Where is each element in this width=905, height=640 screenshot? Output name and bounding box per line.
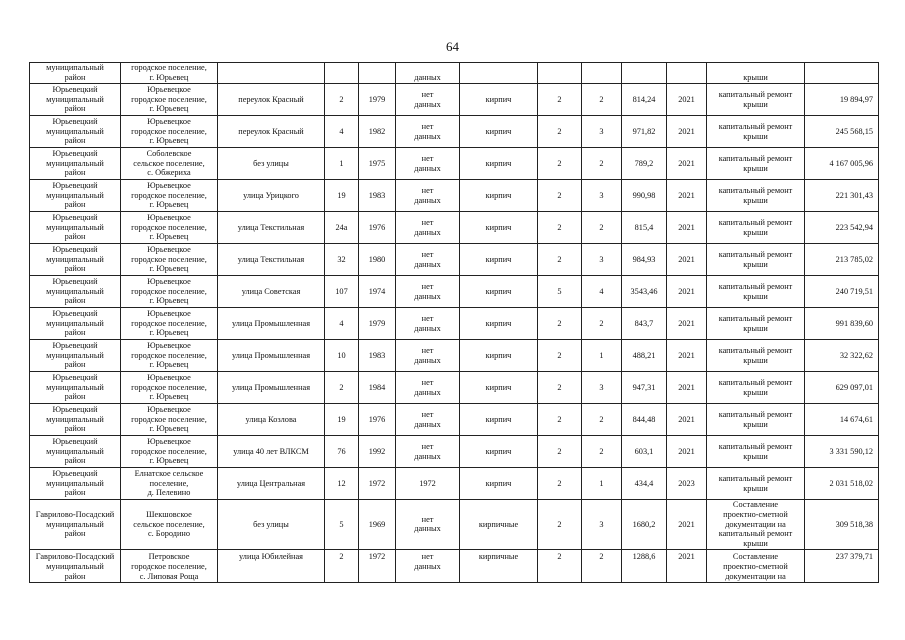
- area-cell: 844,48: [622, 404, 667, 436]
- street-cell: улица Промышленная: [218, 308, 325, 340]
- area-cell: [622, 63, 667, 84]
- district-cell: муниципальный район: [30, 63, 121, 84]
- entrances-cell: 2: [582, 308, 622, 340]
- house-number-cell: 24а: [325, 212, 359, 244]
- house-number-cell: 10: [325, 340, 359, 372]
- plan-year-cell: 2021: [667, 500, 707, 550]
- house-number-cell: 4: [325, 308, 359, 340]
- year-commissioning-cell: 1972: [396, 468, 460, 500]
- house-number-cell: 76: [325, 436, 359, 468]
- house-number-cell: 5: [325, 500, 359, 550]
- plan-year-cell: 2021: [667, 84, 707, 116]
- floors-cell: 2: [538, 404, 582, 436]
- work-type-cell: капитальный ремонт крыши: [707, 340, 805, 372]
- settlement-cell: Соболевское сельское поселение, с. Обжериха: [121, 148, 218, 180]
- wall-material-cell: кирпич: [460, 436, 538, 468]
- plan-year-cell: 2021: [667, 276, 707, 308]
- wall-material-cell: кирпич: [460, 340, 538, 372]
- settlement-cell: Юрьевецкое городское поселение, г. Юрьевец: [121, 404, 218, 436]
- district-cell: Юрьевецкий муниципальный район: [30, 244, 121, 276]
- street-cell: переулок Красный: [218, 116, 325, 148]
- floors-cell: 2: [538, 180, 582, 212]
- work-type-cell: капитальный ремонт крыши: [707, 244, 805, 276]
- street-cell: переулок Красный: [218, 84, 325, 116]
- district-cell: Юрьевецкий муниципальный район: [30, 468, 121, 500]
- work-type-cell: капитальный ремонт крыши: [707, 116, 805, 148]
- year-built-cell: 1974: [359, 276, 396, 308]
- cost-cell: 237 379,71: [805, 549, 879, 582]
- entrances-cell: 3: [582, 500, 622, 550]
- floors-cell: 2: [538, 212, 582, 244]
- plan-year-cell: 2023: [667, 468, 707, 500]
- floors-cell: 2: [538, 500, 582, 550]
- entrances-cell: 1: [582, 468, 622, 500]
- floors-cell: 2: [538, 308, 582, 340]
- cost-cell: 245 568,15: [805, 116, 879, 148]
- floors-cell: 2: [538, 549, 582, 582]
- table-row: [30, 180, 879, 212]
- area-cell: 814,24: [622, 84, 667, 116]
- cost-cell: [805, 63, 879, 84]
- year-built-cell: 1975: [359, 148, 396, 180]
- year-commissioning-cell: нет данных: [396, 436, 460, 468]
- district-cell: Юрьевецкий муниципальный район: [30, 148, 121, 180]
- year-commissioning-cell: нет данных: [396, 180, 460, 212]
- house-number-cell: 12: [325, 468, 359, 500]
- wall-material-cell: кирпич: [460, 148, 538, 180]
- table-row: [30, 549, 879, 582]
- entrances-cell: 3: [582, 180, 622, 212]
- street-cell: улица Промышленная: [218, 340, 325, 372]
- year-built-cell: 1976: [359, 212, 396, 244]
- year-built-cell: 1982: [359, 116, 396, 148]
- entrances-cell: 3: [582, 372, 622, 404]
- year-built-cell: 1980: [359, 244, 396, 276]
- cost-cell: 14 674,61: [805, 404, 879, 436]
- street-cell: улица Текстильная: [218, 212, 325, 244]
- work-type-cell: капитальный ремонт крыши: [707, 372, 805, 404]
- cost-cell: 213 785,02: [805, 244, 879, 276]
- table-body: [30, 63, 879, 583]
- year-built-cell: 1972: [359, 468, 396, 500]
- settlement-cell: Юрьевецкое городское поселение, г. Юрьевец: [121, 212, 218, 244]
- area-cell: 3543,46: [622, 276, 667, 308]
- table-row: [30, 436, 879, 468]
- house-number-cell: 107: [325, 276, 359, 308]
- district-cell: Юрьевецкий муниципальный район: [30, 372, 121, 404]
- year-built-cell: 1983: [359, 340, 396, 372]
- area-cell: 1288,6: [622, 549, 667, 582]
- district-cell: Юрьевецкий муниципальный район: [30, 340, 121, 372]
- district-cell: Юрьевецкий муниципальный район: [30, 276, 121, 308]
- table-row: [30, 404, 879, 436]
- area-cell: 971,82: [622, 116, 667, 148]
- table-row: [30, 148, 879, 180]
- street-cell: улица Советская: [218, 276, 325, 308]
- floors-cell: 2: [538, 244, 582, 276]
- table-row: [30, 372, 879, 404]
- cost-cell: 221 301,43: [805, 180, 879, 212]
- plan-year-cell: 2021: [667, 340, 707, 372]
- table-row: [30, 276, 879, 308]
- street-cell: улица Козлова: [218, 404, 325, 436]
- year-built-cell: 1972: [359, 549, 396, 582]
- work-type-cell: Составление проектно-сметной документации на капитальный ремонт крыши: [707, 500, 805, 550]
- year-commissioning-cell: нет данных: [396, 372, 460, 404]
- house-number-cell: 1: [325, 148, 359, 180]
- plan-year-cell: 2021: [667, 404, 707, 436]
- street-cell: улица Текстильная: [218, 244, 325, 276]
- house-number-cell: 2: [325, 549, 359, 582]
- floors-cell: 2: [538, 372, 582, 404]
- year-commissioning-cell: нет данных: [396, 244, 460, 276]
- street-cell: улица Урицкого: [218, 180, 325, 212]
- settlement-cell: Шекшовское сельское поселение, с. Бородино: [121, 500, 218, 550]
- year-built-cell: 1992: [359, 436, 396, 468]
- plan-year-cell: 2021: [667, 372, 707, 404]
- area-cell: 990,98: [622, 180, 667, 212]
- table-row: [30, 468, 879, 500]
- floors-cell: 2: [538, 84, 582, 116]
- settlement-cell: Юрьевецкое городское поселение, г. Юрьевец: [121, 340, 218, 372]
- year-built-cell: 1983: [359, 180, 396, 212]
- year-commissioning-cell: нет данных: [396, 500, 460, 550]
- street-cell: без улицы: [218, 500, 325, 550]
- table-row: [30, 244, 879, 276]
- work-type-cell: капитальный ремонт крыши: [707, 308, 805, 340]
- area-cell: 947,31: [622, 372, 667, 404]
- entrances-cell: 3: [582, 116, 622, 148]
- work-type-cell: крыши: [707, 63, 805, 84]
- cost-cell: 2 031 518,02: [805, 468, 879, 500]
- year-built-cell: 1976: [359, 404, 396, 436]
- area-cell: 1680,2: [622, 500, 667, 550]
- year-commissioning-cell: нет данных: [396, 340, 460, 372]
- work-type-cell: капитальный ремонт крыши: [707, 468, 805, 500]
- plan-year-cell: 2021: [667, 116, 707, 148]
- wall-material-cell: кирпич: [460, 372, 538, 404]
- plan-year-cell: 2021: [667, 148, 707, 180]
- area-cell: 434,4: [622, 468, 667, 500]
- settlement-cell: Юрьевецкое городское поселение, г. Юрьевец: [121, 308, 218, 340]
- plan-year-cell: 2021: [667, 244, 707, 276]
- work-type-cell: капитальный ремонт крыши: [707, 436, 805, 468]
- district-cell: Юрьевецкий муниципальный район: [30, 404, 121, 436]
- wall-material-cell: [460, 63, 538, 84]
- wall-material-cell: кирпичные: [460, 500, 538, 550]
- area-cell: 984,93: [622, 244, 667, 276]
- house-number-cell: 4: [325, 116, 359, 148]
- cost-cell: 223 542,94: [805, 212, 879, 244]
- settlement-cell: Юрьевецкое городское поселение, г. Юрьевец: [121, 436, 218, 468]
- entrances-cell: 3: [582, 244, 622, 276]
- house-number-cell: 2: [325, 372, 359, 404]
- settlement-cell: Юрьевецкое городское поселение, г. Юрьевец: [121, 116, 218, 148]
- housing-register-table: [29, 62, 879, 583]
- floors-cell: 5: [538, 276, 582, 308]
- plan-year-cell: 2021: [667, 180, 707, 212]
- entrances-cell: 2: [582, 549, 622, 582]
- plan-year-cell: 2021: [667, 308, 707, 340]
- street-cell: улица Юбилейная: [218, 549, 325, 582]
- district-cell: Юрьевецкий муниципальный район: [30, 180, 121, 212]
- cost-cell: 991 839,60: [805, 308, 879, 340]
- district-cell: Гаврилово-Посадский муниципальный район: [30, 500, 121, 550]
- year-commissioning-cell: нет данных: [396, 212, 460, 244]
- entrances-cell: 4: [582, 276, 622, 308]
- street-cell: улица Центральная: [218, 468, 325, 500]
- entrances-cell: 2: [582, 436, 622, 468]
- house-number-cell: 19: [325, 404, 359, 436]
- entrances-cell: 2: [582, 148, 622, 180]
- plan-year-cell: 2021: [667, 549, 707, 582]
- table-row: [30, 340, 879, 372]
- settlement-cell: Петровское городское поселение, с. Липовая Роща: [121, 549, 218, 582]
- district-cell: Юрьевецкий муниципальный район: [30, 436, 121, 468]
- entrances-cell: 2: [582, 212, 622, 244]
- year-built-cell: 1979: [359, 308, 396, 340]
- cost-cell: 309 518,38: [805, 500, 879, 550]
- settlement-cell: Елнатское сельское поселение, д. Пелевино: [121, 468, 218, 500]
- settlement-cell: Юрьевецкое городское поселение, г. Юрьевец: [121, 276, 218, 308]
- year-commissioning-cell: нет данных: [396, 308, 460, 340]
- settlement-cell: Юрьевецкое городское поселение, г. Юрьевец: [121, 84, 218, 116]
- page-number: 64: [446, 39, 459, 54]
- wall-material-cell: кирпич: [460, 276, 538, 308]
- floors-cell: 2: [538, 468, 582, 500]
- cost-cell: 3 331 590,12: [805, 436, 879, 468]
- cost-cell: 4 167 005,96: [805, 148, 879, 180]
- entrances-cell: [582, 63, 622, 84]
- area-cell: 815,4: [622, 212, 667, 244]
- work-type-cell: капитальный ремонт крыши: [707, 276, 805, 308]
- district-cell: Гаврилово-Посадский муниципальный район: [30, 549, 121, 582]
- table-row: [30, 308, 879, 340]
- street-cell: улица Промышленная: [218, 372, 325, 404]
- work-type-cell: капитальный ремонт крыши: [707, 180, 805, 212]
- district-cell: Юрьевецкий муниципальный район: [30, 84, 121, 116]
- work-type-cell: капитальный ремонт крыши: [707, 404, 805, 436]
- settlement-cell: Юрьевецкое городское поселение, г. Юрьевец: [121, 372, 218, 404]
- work-type-cell: капитальный ремонт крыши: [707, 148, 805, 180]
- floors-cell: [538, 63, 582, 84]
- work-type-cell: Составление проектно-сметной документации на: [707, 549, 805, 582]
- work-type-cell: капитальный ремонт крыши: [707, 212, 805, 244]
- floors-cell: 2: [538, 340, 582, 372]
- street-cell: без улицы: [218, 148, 325, 180]
- district-cell: Юрьевецкий муниципальный район: [30, 212, 121, 244]
- settlement-cell: Юрьевецкое городское поселение, г. Юрьевец: [121, 180, 218, 212]
- work-type-cell: капитальный ремонт крыши: [707, 84, 805, 116]
- entrances-cell: 2: [582, 84, 622, 116]
- house-number-cell: 19: [325, 180, 359, 212]
- house-number-cell: 32: [325, 244, 359, 276]
- year-commissioning-cell: нет данных: [396, 276, 460, 308]
- wall-material-cell: кирпич: [460, 116, 538, 148]
- cost-cell: 629 097,01: [805, 372, 879, 404]
- wall-material-cell: кирпич: [460, 468, 538, 500]
- wall-material-cell: кирпич: [460, 180, 538, 212]
- floors-cell: 2: [538, 148, 582, 180]
- year-commissioning-cell: нет данных: [396, 84, 460, 116]
- table-row: [30, 116, 879, 148]
- table-row: [30, 63, 879, 84]
- year-built-cell: 1979: [359, 84, 396, 116]
- settlement-cell: городское поселение, г. Юрьевец: [121, 63, 218, 84]
- settlement-cell: Юрьевецкое городское поселение, г. Юрьевец: [121, 244, 218, 276]
- floors-cell: 2: [538, 436, 582, 468]
- house-number-cell: [325, 63, 359, 84]
- wall-material-cell: кирпич: [460, 308, 538, 340]
- cost-cell: 32 322,62: [805, 340, 879, 372]
- wall-material-cell: кирпич: [460, 404, 538, 436]
- plan-year-cell: [667, 63, 707, 84]
- area-cell: 603,1: [622, 436, 667, 468]
- year-built-cell: 1984: [359, 372, 396, 404]
- year-commissioning-cell: нет данных: [396, 148, 460, 180]
- cost-cell: 240 719,51: [805, 276, 879, 308]
- district-cell: Юрьевецкий муниципальный район: [30, 308, 121, 340]
- house-number-cell: 2: [325, 84, 359, 116]
- wall-material-cell: кирпич: [460, 84, 538, 116]
- street-cell: [218, 63, 325, 84]
- year-commissioning-cell: данных: [396, 63, 460, 84]
- year-built-cell: 1969: [359, 500, 396, 550]
- year-built-cell: [359, 63, 396, 84]
- area-cell: 789,2: [622, 148, 667, 180]
- wall-material-cell: кирпичные: [460, 549, 538, 582]
- wall-material-cell: кирпич: [460, 212, 538, 244]
- year-commissioning-cell: нет данных: [396, 549, 460, 582]
- plan-year-cell: 2021: [667, 212, 707, 244]
- entrances-cell: 2: [582, 404, 622, 436]
- table-row: [30, 500, 879, 550]
- entrances-cell: 1: [582, 340, 622, 372]
- area-cell: 843,7: [622, 308, 667, 340]
- table-row: [30, 212, 879, 244]
- wall-material-cell: кирпич: [460, 244, 538, 276]
- cost-cell: 19 894,97: [805, 84, 879, 116]
- year-commissioning-cell: нет данных: [396, 116, 460, 148]
- floors-cell: 2: [538, 116, 582, 148]
- table-row: [30, 84, 879, 116]
- street-cell: улица 40 лет ВЛКСМ: [218, 436, 325, 468]
- year-commissioning-cell: нет данных: [396, 404, 460, 436]
- district-cell: Юрьевецкий муниципальный район: [30, 116, 121, 148]
- plan-year-cell: 2021: [667, 436, 707, 468]
- area-cell: 488,21: [622, 340, 667, 372]
